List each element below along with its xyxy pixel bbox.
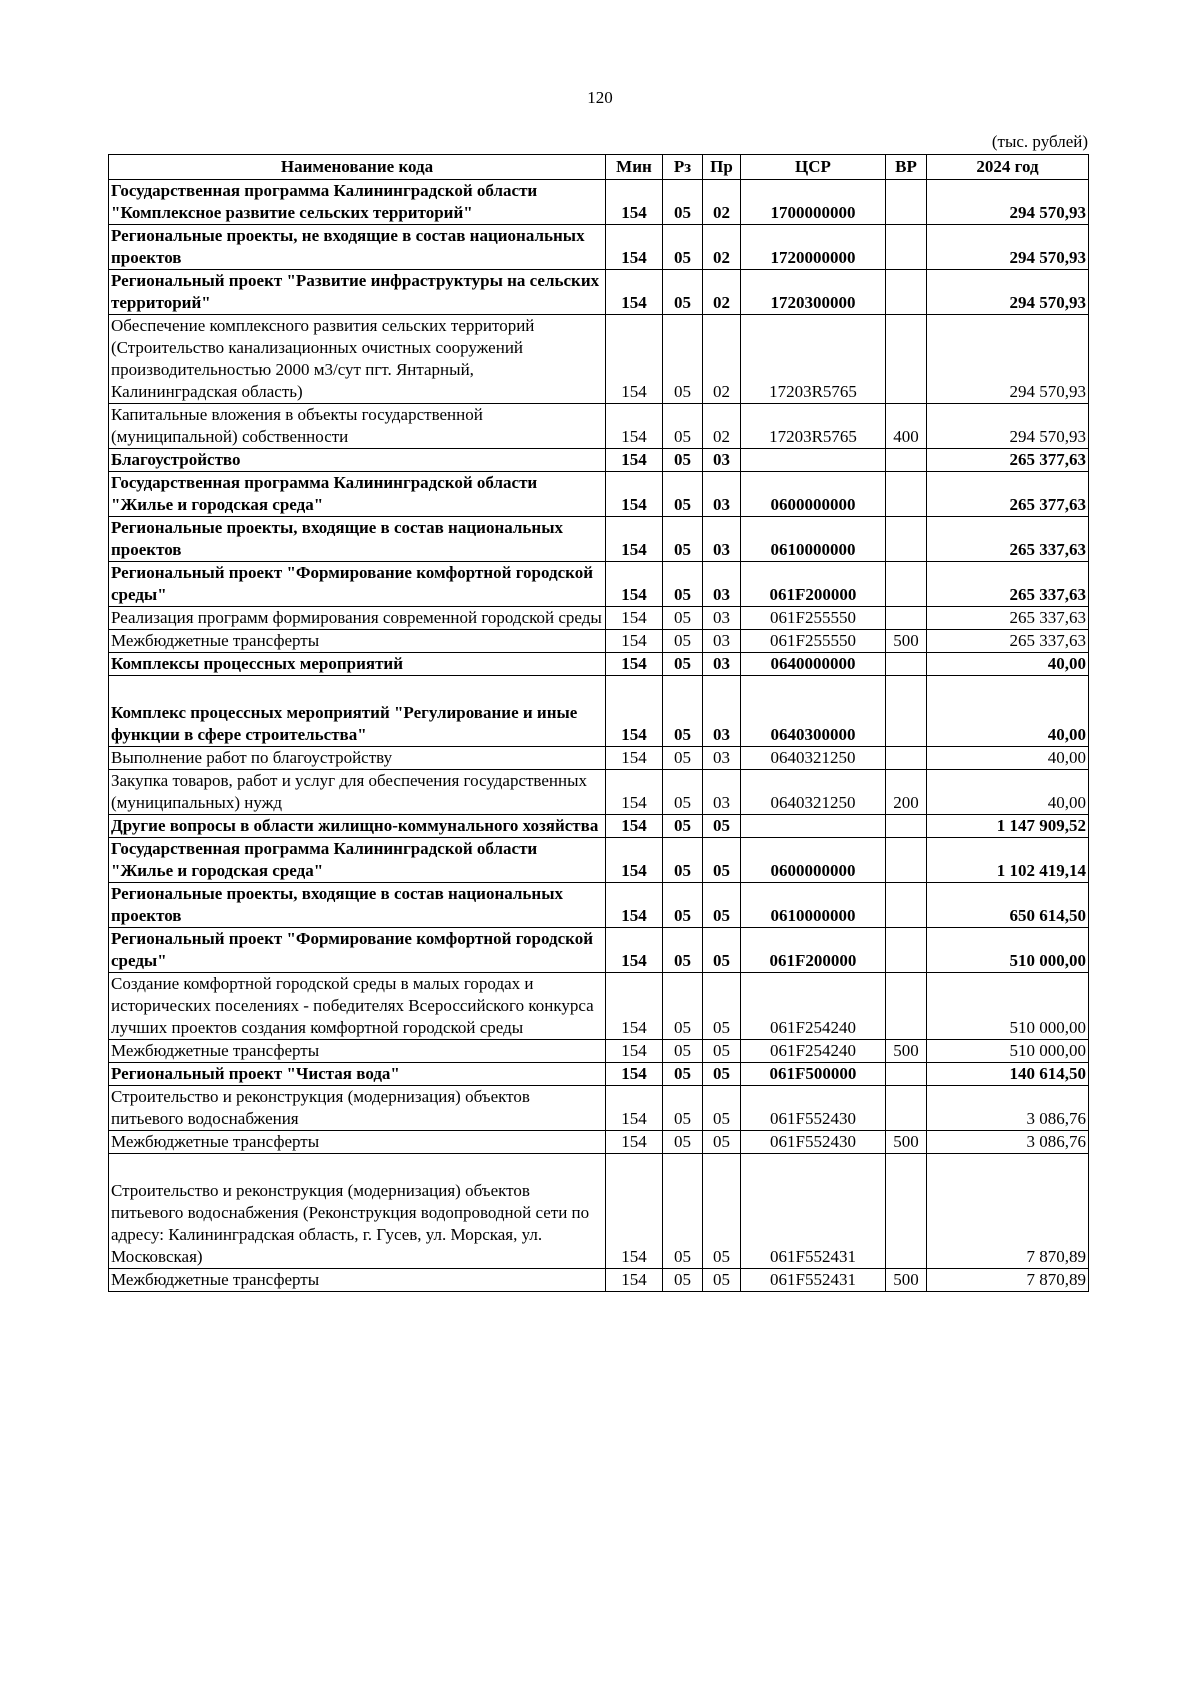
cell-name: Комплекс процессных мероприятий "Регулирование и иные функции в сфере строительства" xyxy=(109,676,606,747)
cell-rz: 05 xyxy=(663,838,703,883)
cell-amount: 510 000,00 xyxy=(927,973,1089,1040)
cell-amount: 7 870,89 xyxy=(927,1154,1089,1269)
cell-pr: 03 xyxy=(703,607,741,630)
table-row xyxy=(109,973,1089,1040)
cell-min: 154 xyxy=(606,607,663,630)
cell-pr: 02 xyxy=(703,225,741,270)
cell-vr: 500 xyxy=(886,630,927,653)
header-csr: ЦСР xyxy=(741,155,886,180)
cell-rz: 05 xyxy=(663,973,703,1040)
table-row xyxy=(109,472,1089,517)
table-row xyxy=(109,225,1089,270)
cell-amount: 265 337,63 xyxy=(927,630,1089,653)
cell-rz: 05 xyxy=(663,676,703,747)
cell-csr: 061F552431 xyxy=(741,1269,886,1292)
cell-min: 154 xyxy=(606,1269,663,1292)
cell-pr: 03 xyxy=(703,517,741,562)
table-row xyxy=(109,770,1089,815)
units-label: (тыс. рублей) xyxy=(991,132,1088,151)
cell-amount: 40,00 xyxy=(927,770,1089,815)
table-row xyxy=(109,180,1089,225)
table-row xyxy=(109,883,1089,928)
cell-min: 154 xyxy=(606,225,663,270)
cell-amount: 265 337,63 xyxy=(927,517,1089,562)
cell-pr: 03 xyxy=(703,676,741,747)
cell-min: 154 xyxy=(606,770,663,815)
cell-vr xyxy=(886,517,927,562)
cell-vr xyxy=(886,928,927,973)
table-row xyxy=(109,1086,1089,1131)
cell-rz: 05 xyxy=(663,180,703,225)
table-row xyxy=(109,630,1089,653)
table-row xyxy=(109,1063,1089,1086)
cell-pr: 05 xyxy=(703,1040,741,1063)
cell-vr xyxy=(886,225,927,270)
cell-amount: 1 147 909,52 xyxy=(927,815,1089,838)
table-row xyxy=(109,517,1089,562)
cell-amount: 294 570,93 xyxy=(927,180,1089,225)
table-row xyxy=(109,1040,1089,1063)
cell-csr: 061F255550 xyxy=(741,607,886,630)
header-vr: ВР xyxy=(886,155,927,180)
cell-pr: 05 xyxy=(703,883,741,928)
cell-name: Межбюджетные трансферты xyxy=(109,1269,606,1292)
cell-min: 154 xyxy=(606,180,663,225)
cell-pr: 03 xyxy=(703,747,741,770)
cell-rz: 05 xyxy=(663,404,703,449)
header-name: Наименование кода xyxy=(109,155,606,180)
cell-vr xyxy=(886,747,927,770)
table-body xyxy=(109,180,1089,1292)
cell-name: Выполнение работ по благоустройству xyxy=(109,747,606,770)
cell-pr: 05 xyxy=(703,1154,741,1269)
cell-vr: 500 xyxy=(886,1269,927,1292)
cell-min: 154 xyxy=(606,1040,663,1063)
cell-amount: 650 614,50 xyxy=(927,883,1089,928)
cell-pr: 05 xyxy=(703,1269,741,1292)
cell-rz: 05 xyxy=(663,607,703,630)
cell-amount: 265 377,63 xyxy=(927,472,1089,517)
cell-min: 154 xyxy=(606,270,663,315)
cell-vr: 400 xyxy=(886,404,927,449)
cell-csr xyxy=(741,449,886,472)
cell-csr: 1720000000 xyxy=(741,225,886,270)
cell-rz: 05 xyxy=(663,517,703,562)
table-row xyxy=(109,676,1089,747)
cell-rz: 05 xyxy=(663,562,703,607)
cell-vr xyxy=(886,270,927,315)
cell-pr: 02 xyxy=(703,270,741,315)
cell-vr xyxy=(886,883,927,928)
cell-pr: 05 xyxy=(703,1131,741,1154)
cell-csr: 17203R5765 xyxy=(741,315,886,404)
cell-amount: 294 570,93 xyxy=(927,225,1089,270)
cell-rz: 05 xyxy=(663,1086,703,1131)
cell-rz: 05 xyxy=(663,747,703,770)
cell-pr: 02 xyxy=(703,315,741,404)
cell-csr: 0610000000 xyxy=(741,883,886,928)
cell-vr: 500 xyxy=(886,1131,927,1154)
table-row xyxy=(109,449,1089,472)
cell-name: Региональные проекты, не входящие в состав национальных проектов xyxy=(109,225,606,270)
cell-min: 154 xyxy=(606,404,663,449)
cell-pr: 03 xyxy=(703,653,741,676)
cell-amount: 3 086,76 xyxy=(927,1086,1089,1131)
cell-csr: 17203R5765 xyxy=(741,404,886,449)
table-row xyxy=(109,838,1089,883)
cell-min: 154 xyxy=(606,1154,663,1269)
cell-rz: 05 xyxy=(663,1154,703,1269)
table-row xyxy=(109,270,1089,315)
table-header-row xyxy=(109,155,1089,180)
header-rz: Рз xyxy=(663,155,703,180)
cell-name: Благоустройство xyxy=(109,449,606,472)
cell-csr: 0610000000 xyxy=(741,517,886,562)
cell-vr xyxy=(886,607,927,630)
cell-amount: 294 570,93 xyxy=(927,315,1089,404)
cell-csr: 1700000000 xyxy=(741,180,886,225)
cell-pr: 03 xyxy=(703,630,741,653)
cell-rz: 05 xyxy=(663,770,703,815)
cell-vr xyxy=(886,973,927,1040)
cell-amount: 7 870,89 xyxy=(927,1269,1089,1292)
table-row xyxy=(109,607,1089,630)
cell-csr: 0640300000 xyxy=(741,676,886,747)
cell-name: Капитальные вложения в объекты государственной (муниципальной) собственности xyxy=(109,404,606,449)
cell-vr xyxy=(886,180,927,225)
cell-amount: 40,00 xyxy=(927,747,1089,770)
cell-pr: 03 xyxy=(703,770,741,815)
cell-csr: 061F200000 xyxy=(741,928,886,973)
cell-name: Создание комфортной городской среды в малых городах и исторических поселениях - победителях Всероссийского конкурса лучших проектов создания комфортной городской среды xyxy=(109,973,606,1040)
cell-rz: 05 xyxy=(663,270,703,315)
cell-pr: 03 xyxy=(703,449,741,472)
cell-amount: 510 000,00 xyxy=(927,1040,1089,1063)
cell-name: Региональные проекты, входящие в состав национальных проектов xyxy=(109,883,606,928)
cell-rz: 05 xyxy=(663,472,703,517)
cell-vr xyxy=(886,472,927,517)
cell-rz: 05 xyxy=(663,315,703,404)
table-row xyxy=(109,1269,1089,1292)
cell-name: Межбюджетные трансферты xyxy=(109,1131,606,1154)
cell-name: Межбюджетные трансферты xyxy=(109,630,606,653)
cell-csr: 061F254240 xyxy=(741,1040,886,1063)
cell-vr xyxy=(886,562,927,607)
cell-csr: 0640321250 xyxy=(741,770,886,815)
cell-min: 154 xyxy=(606,1063,663,1086)
cell-csr: 061F552431 xyxy=(741,1154,886,1269)
cell-rz: 05 xyxy=(663,883,703,928)
cell-pr: 05 xyxy=(703,1086,741,1131)
cell-min: 154 xyxy=(606,653,663,676)
cell-name: Региональный проект "Развитие инфраструктуры на сельских территорий" xyxy=(109,270,606,315)
cell-pr: 05 xyxy=(703,1063,741,1086)
cell-name: Региональные проекты, входящие в состав национальных проектов xyxy=(109,517,606,562)
cell-min: 154 xyxy=(606,1086,663,1131)
cell-rz: 05 xyxy=(663,1040,703,1063)
cell-min: 154 xyxy=(606,928,663,973)
cell-name: Региональный проект "Чистая вода" xyxy=(109,1063,606,1086)
cell-vr xyxy=(886,1154,927,1269)
cell-amount: 265 377,63 xyxy=(927,449,1089,472)
cell-name: Государственная программа Калининградской области "Жилье и городская среда" xyxy=(109,838,606,883)
cell-name: Комплексы процессных мероприятий xyxy=(109,653,606,676)
cell-csr: 0600000000 xyxy=(741,838,886,883)
cell-rz: 05 xyxy=(663,1269,703,1292)
cell-csr: 061F255550 xyxy=(741,630,886,653)
cell-name: Обеспечение комплексного развития сельских территорий (Строительство канализационных очистных сооружений производительностью 2000 м3/сут пгт. Янтарный, Калининградская область) xyxy=(109,315,606,404)
cell-min: 154 xyxy=(606,315,663,404)
cell-pr: 02 xyxy=(703,180,741,225)
cell-amount: 510 000,00 xyxy=(927,928,1089,973)
cell-vr: 500 xyxy=(886,1040,927,1063)
table-row xyxy=(109,404,1089,449)
cell-rz: 05 xyxy=(663,449,703,472)
cell-amount: 40,00 xyxy=(927,676,1089,747)
cell-min: 154 xyxy=(606,676,663,747)
cell-rz: 05 xyxy=(663,928,703,973)
cell-min: 154 xyxy=(606,883,663,928)
cell-rz: 05 xyxy=(663,815,703,838)
cell-csr: 0640000000 xyxy=(741,653,886,676)
cell-amount: 265 337,63 xyxy=(927,562,1089,607)
table-row xyxy=(109,562,1089,607)
cell-rz: 05 xyxy=(663,1131,703,1154)
cell-amount: 294 570,93 xyxy=(927,404,1089,449)
cell-min: 154 xyxy=(606,449,663,472)
cell-vr xyxy=(886,1086,927,1131)
cell-csr: 061F200000 xyxy=(741,562,886,607)
cell-min: 154 xyxy=(606,747,663,770)
header-pr: Пр xyxy=(703,155,741,180)
cell-csr: 0600000000 xyxy=(741,472,886,517)
cell-csr: 061F254240 xyxy=(741,973,886,1040)
table-row xyxy=(109,1154,1089,1269)
cell-vr xyxy=(886,815,927,838)
cell-csr: 061F500000 xyxy=(741,1063,886,1086)
cell-pr: 02 xyxy=(703,404,741,449)
cell-name: Строительство и реконструкция (модернизация) объектов питьевого водоснабжения xyxy=(109,1086,606,1131)
cell-vr xyxy=(886,315,927,404)
cell-vr xyxy=(886,449,927,472)
cell-vr xyxy=(886,653,927,676)
cell-pr: 05 xyxy=(703,815,741,838)
cell-min: 154 xyxy=(606,472,663,517)
cell-amount: 40,00 xyxy=(927,653,1089,676)
cell-amount: 294 570,93 xyxy=(927,270,1089,315)
cell-pr: 05 xyxy=(703,928,741,973)
cell-pr: 05 xyxy=(703,973,741,1040)
budget-table xyxy=(108,154,1089,1292)
cell-amount: 1 102 419,14 xyxy=(927,838,1089,883)
cell-name: Реализация программ формирования современной городской среды xyxy=(109,607,606,630)
cell-rz: 05 xyxy=(663,653,703,676)
table-row xyxy=(109,928,1089,973)
cell-amount: 140 614,50 xyxy=(927,1063,1089,1086)
table-row xyxy=(109,315,1089,404)
cell-vr: 200 xyxy=(886,770,927,815)
cell-csr: 061F552430 xyxy=(741,1131,886,1154)
cell-min: 154 xyxy=(606,973,663,1040)
cell-vr xyxy=(886,676,927,747)
cell-min: 154 xyxy=(606,562,663,607)
cell-min: 154 xyxy=(606,1131,663,1154)
header-year: 2024 год xyxy=(927,155,1089,180)
cell-pr: 05 xyxy=(703,838,741,883)
table-row xyxy=(109,815,1089,838)
cell-min: 154 xyxy=(606,838,663,883)
cell-pr: 03 xyxy=(703,472,741,517)
cell-rz: 05 xyxy=(663,630,703,653)
cell-name: Другие вопросы в области жилищно-коммунального хозяйства xyxy=(109,815,606,838)
cell-vr xyxy=(886,1063,927,1086)
cell-amount: 3 086,76 xyxy=(927,1131,1089,1154)
cell-csr: 0640321250 xyxy=(741,747,886,770)
cell-name: Региональный проект "Формирование комфортной городской среды" xyxy=(109,928,606,973)
cell-min: 154 xyxy=(606,815,663,838)
table-row xyxy=(109,1131,1089,1154)
cell-name: Межбюджетные трансферты xyxy=(109,1040,606,1063)
cell-rz: 05 xyxy=(663,1063,703,1086)
cell-csr: 1720300000 xyxy=(741,270,886,315)
cell-name: Региональный проект "Формирование комфортной городской среды" xyxy=(109,562,606,607)
table-row xyxy=(109,653,1089,676)
cell-name: Государственная программа Калининградской области "Жилье и городская среда" xyxy=(109,472,606,517)
cell-pr: 03 xyxy=(703,562,741,607)
cell-name: Строительство и реконструкция (модернизация) объектов питьевого водоснабжения (Реконструкция водопроводной сети по адресу: Калининградская область, г. Гусев, ул. Морская, ул. Московская) xyxy=(109,1154,606,1269)
cell-rz: 05 xyxy=(663,225,703,270)
cell-name: Государственная программа Калининградской области "Комплексное развитие сельских территорий" xyxy=(109,180,606,225)
cell-csr: 061F552430 xyxy=(741,1086,886,1131)
cell-name: Закупка товаров, работ и услуг для обеспечения государственных (муниципальных) нужд xyxy=(109,770,606,815)
table-row xyxy=(109,747,1089,770)
cell-csr xyxy=(741,815,886,838)
cell-vr xyxy=(886,838,927,883)
page-number: 120 xyxy=(587,88,613,107)
cell-amount: 265 337,63 xyxy=(927,607,1089,630)
cell-min: 154 xyxy=(606,630,663,653)
cell-min: 154 xyxy=(606,517,663,562)
header-min: Мин xyxy=(606,155,663,180)
